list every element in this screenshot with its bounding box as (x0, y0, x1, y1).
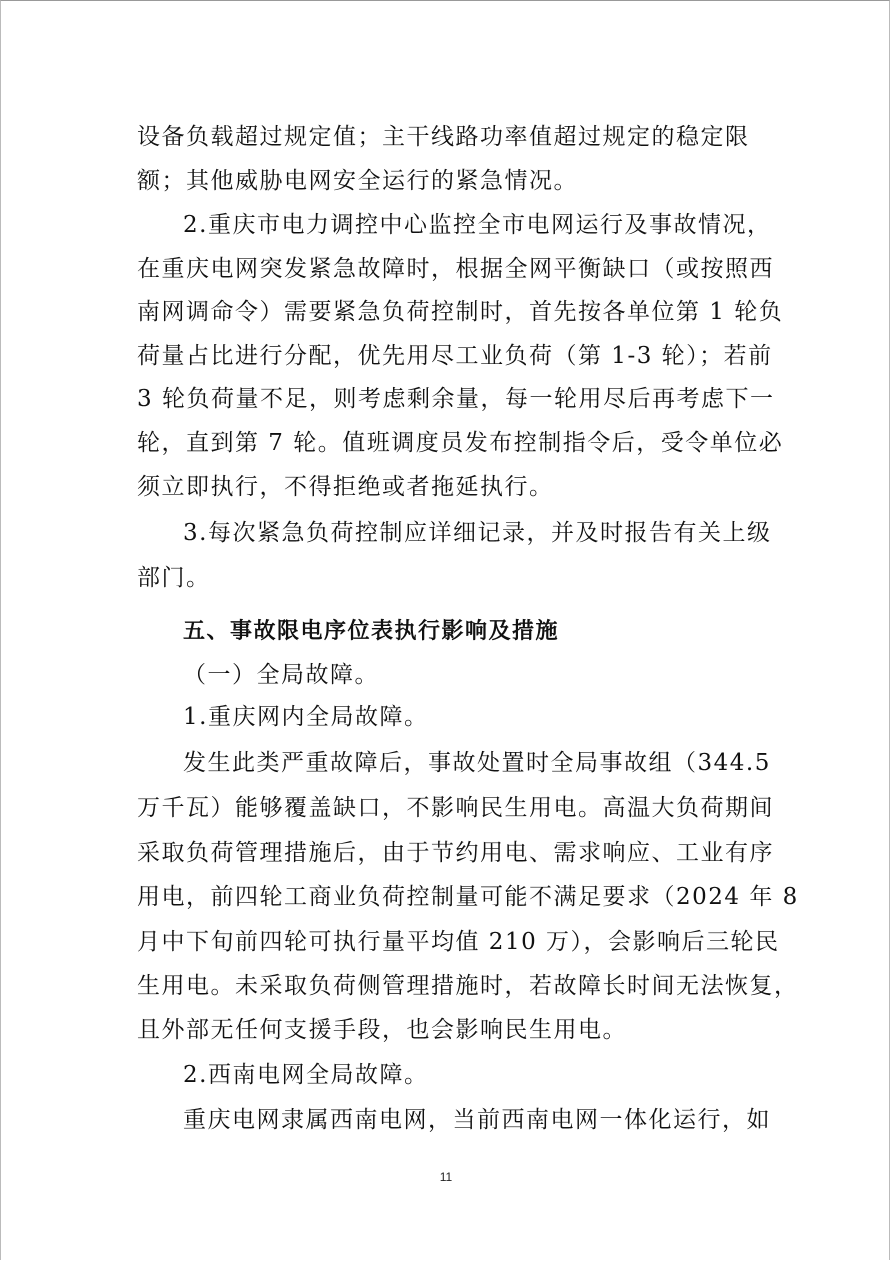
text-line: 部门。 (137, 565, 211, 591)
page-number: 11 (439, 1170, 453, 1184)
text-line: 发生此类严重故障后，事故处置时全局事故组（344.5 (183, 750, 771, 776)
text-line: 3 轮负荷量不足，则考虑剩余量，每一轮用尽后再考虑下一 (137, 386, 775, 412)
text-line: 南网调命令）需要紧急负荷控制时，首先按各单位第 1 轮负 (137, 299, 784, 325)
text-line: 设备负载超过规定值；主干线路功率值超过规定的稳定限 (137, 124, 750, 150)
text-line: 须立即执行，不得拒绝或者拖延执行。 (137, 474, 554, 500)
text-line: 且外部无任何支援手段，也会影响民生用电。 (137, 1017, 627, 1043)
text-line: 2.西南电网全局故障。 (183, 1062, 429, 1088)
text-line: 在重庆电网突发紧急故障时，根据全网平衡缺口（或按照西 (137, 256, 774, 282)
text-line: 轮，直到第 7 轮。值班调度员发布控制指令后，受令单位必 (137, 430, 784, 456)
text-line: 采取负荷管理措施后，由于节约用电、需求响应、工业有序 (137, 840, 774, 866)
text-line: 2.重庆市电力调控中心监控全市电网运行及事故情况， (183, 212, 772, 238)
text-line: 用电，前四轮工商业负荷控制量可能不满足要求（2024 年 8 (137, 884, 799, 910)
section-heading: 五、事故限电序位表执行影响及措施 (183, 619, 560, 644)
text-line: 额；其他威胁电网安全运行的紧急情况。 (137, 168, 578, 194)
text-line: 月中下旬前四轮可执行量平均值 210 万），会影响后三轮民 (137, 929, 780, 955)
text-line: 荷量占比进行分配，优先用尽工业负荷（第 1-3 轮）；若前 (137, 343, 773, 369)
text-line: 万千瓦）能够覆盖缺口，不影响民生用电。高温大负荷期间 (137, 795, 774, 821)
text-line: 3.每次紧急负荷控制应详细记录，并及时报告有关上级 (183, 520, 772, 546)
text-line: 重庆电网隶属西南电网，当前西南电网一体化运行，如 (183, 1107, 771, 1133)
text-line: 1.重庆网内全局故障。 (183, 704, 429, 730)
text-line: 生用电。未采取负荷侧管理措施时，若故障长时间无法恢复， (137, 973, 799, 999)
subsection-heading: （一）全局故障。 (183, 662, 379, 688)
